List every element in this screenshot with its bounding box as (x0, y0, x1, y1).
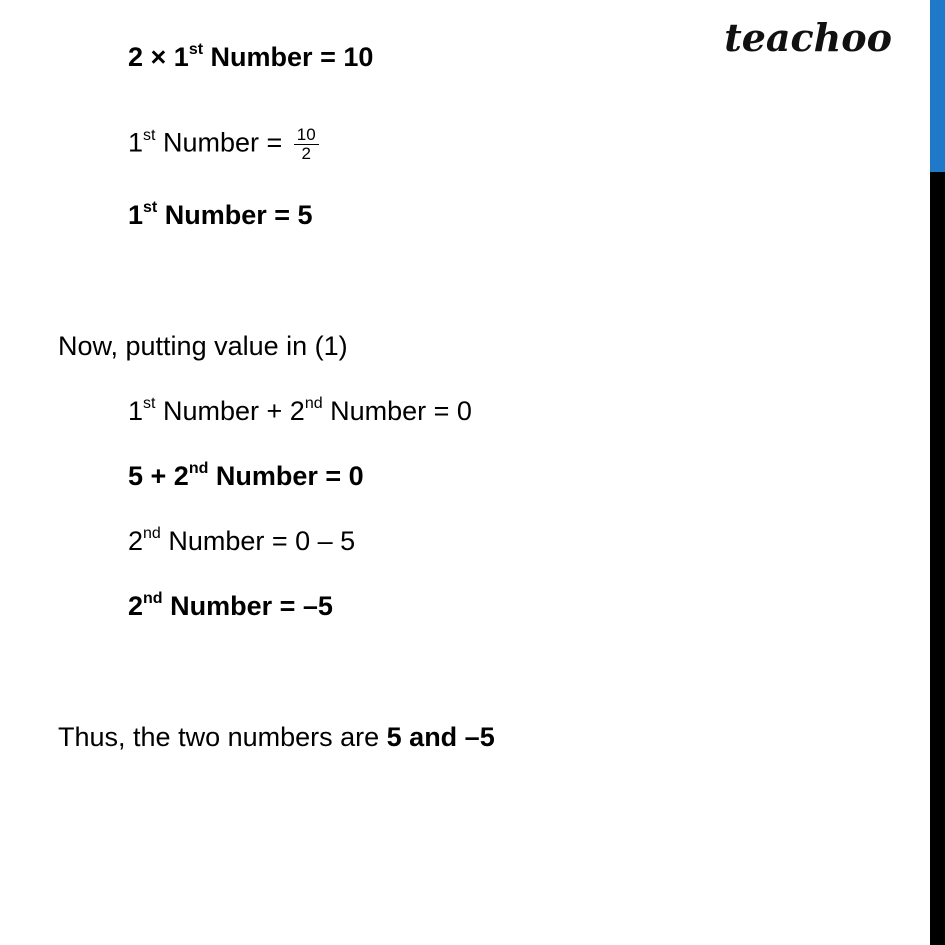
step-text: Now, putting value in (1) (58, 331, 348, 361)
fraction (294, 126, 319, 163)
ordinal-suffix: st (143, 395, 156, 412)
step-text: 2 × 1 (128, 42, 189, 72)
ordinal-suffix: st (143, 199, 158, 216)
ordinal-suffix: st (143, 126, 156, 144)
step-text: Number = (155, 127, 290, 158)
step-substitute-intro (58, 330, 348, 362)
step-second-number-result (128, 590, 333, 622)
ordinal-suffix: nd (304, 395, 323, 412)
step-double-first-number (128, 41, 373, 73)
step-second-number-solve (128, 525, 355, 557)
ordinal-suffix: nd (188, 460, 209, 477)
step-equation-one (128, 395, 472, 427)
side-bar-accent (930, 0, 945, 172)
step-text: 1 (128, 396, 144, 426)
step-first-number-result (128, 199, 313, 231)
step-text: Number = 0 (208, 461, 364, 491)
step-text: 2 (128, 526, 144, 556)
teachoo-logo: teachoo (724, 15, 892, 60)
conclusion-answer: 5 and –5 (386, 722, 495, 752)
conclusion (58, 721, 495, 753)
fraction-numerator: 10 (294, 126, 319, 145)
step-text: Number = 0 – 5 (160, 526, 356, 556)
step-first-number-fraction (128, 126, 319, 163)
step-text: Number = 5 (157, 200, 313, 230)
step-text: 2 (128, 591, 144, 621)
ordinal-suffix: nd (143, 525, 161, 542)
fraction-denominator: 2 (301, 144, 311, 163)
step-text: Number = –5 (162, 591, 333, 621)
step-text: Number = 10 (203, 42, 374, 72)
step-text: 1 (128, 127, 144, 158)
step-text: 1 (128, 200, 144, 230)
conclusion-text: Thus, the two numbers are (58, 722, 387, 752)
step-text: Number + 2 (155, 396, 305, 426)
ordinal-suffix: st (188, 41, 204, 58)
step-substituted-equation (128, 460, 364, 492)
side-bar (930, 0, 945, 945)
step-text: Number = 0 (322, 396, 472, 426)
step-text: 5 + 2 (128, 461, 189, 491)
ordinal-suffix: nd (143, 590, 163, 607)
